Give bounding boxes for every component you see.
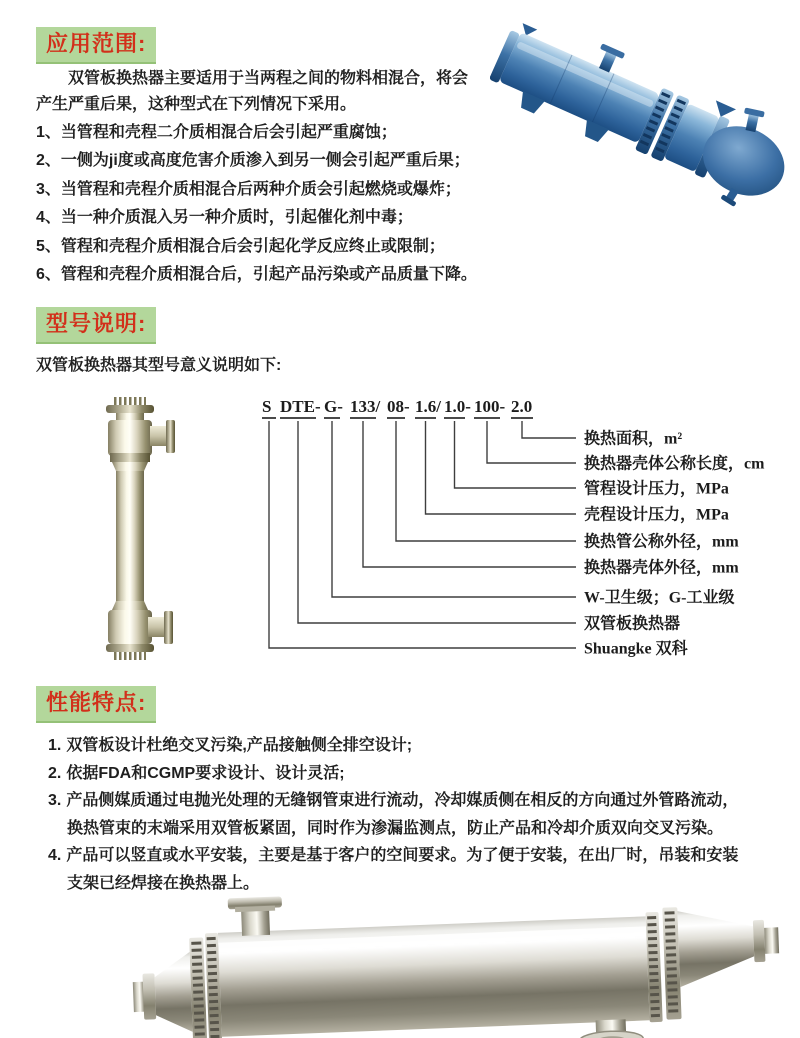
code-segment: DTE-	[280, 397, 321, 416]
feature-item	[48, 842, 738, 870]
code-label: 换热面积，m²	[584, 430, 683, 448]
clamp-band	[110, 453, 150, 462]
code-label: 管程设计压力，MPa	[584, 480, 729, 498]
feature-item	[48, 760, 738, 788]
code-segment: 2.0	[511, 397, 533, 416]
right-end-flange	[753, 920, 766, 962]
feature-number: 1.	[48, 737, 62, 754]
features-list	[48, 732, 738, 898]
left-end-flange	[142, 973, 156, 1019]
application-item: 1、当管程和壳程二介质相混合后会引起严重腐蚀；	[36, 124, 397, 141]
application-item: 3、当管程和壳程介质相混合后两种介质会引起燃烧或爆炸；	[36, 180, 461, 198]
model-code-diagram	[250, 388, 800, 668]
right-cone	[677, 908, 755, 987]
feature-item	[48, 787, 738, 815]
feature-number: 2.	[48, 764, 62, 782]
bottom-head	[108, 610, 152, 644]
code-label: 换热管公称外径，mm	[584, 533, 739, 551]
feature-item	[48, 732, 738, 760]
top-side-nozzle	[150, 426, 168, 446]
application-item: 6、管程和壳程介质相混合后，引起产品污染或产品质量下降。	[36, 266, 477, 284]
application-item: 2、一侧为ji度或高度危害介质渗入到另一侧会引起严重后果；	[36, 152, 470, 170]
application-list	[36, 119, 477, 289]
bottom-ferrule	[106, 644, 154, 652]
feature-number: 3.	[48, 792, 62, 810]
feature-item-continuation: 支架已经焊接在换热器上。	[67, 874, 260, 892]
application-item: 4、当一种介质混入另一种介质时，引起催化剂中毒；	[36, 209, 413, 227]
model-section-title: 型号说明:	[36, 307, 156, 344]
features-section-title: 性能特点:	[36, 686, 156, 723]
code-label: 壳程设计压力，MPa	[584, 506, 729, 524]
horizontal-heat-exchanger-image	[98, 886, 800, 1038]
bottom-side-nozzle	[148, 617, 166, 637]
application-section-title: 应用范围:	[36, 27, 156, 64]
code-label: 双管板换热器	[584, 615, 681, 633]
feature-text: 双管板设计杜绝交叉污染,产品接触侧全排空设计;	[66, 737, 413, 754]
code-segment: S	[262, 397, 272, 416]
code-label: 换热器壳体外径，mm	[584, 559, 739, 577]
application-intro-line-2: 产生严重后果，这种型式在下列情况下采用。	[36, 95, 357, 113]
feature-text: 依据FDA和CGMP要求设计、设计灵活;	[66, 764, 345, 782]
feature-number: 4.	[48, 847, 62, 865]
application-item: 5、管程和壳程介质相混合后会引起化学反应终止或限制；	[36, 237, 445, 255]
left-cone	[154, 952, 193, 1033]
feature-text: 产品侧媒质通过电抛光处理的无缝钢管束进行流动，冷却媒质侧在相反的方向通过外管路流动，	[66, 792, 739, 810]
blue-heat-exchanger-image	[490, 14, 800, 262]
top-ferrule	[106, 405, 154, 413]
application-intro	[36, 66, 468, 117]
code-label: Shuangke 双科	[584, 640, 688, 658]
code-segment: 133/	[350, 397, 381, 416]
feature-text: 产品可以竖直或水平安装，主要是基于客户的空间要求。为了便于安装，在出厂时，吊装和安装	[66, 847, 739, 865]
code-segment: 1.6/	[415, 397, 441, 416]
application-intro-line-1: 双管板换热器主要适用于当两程之间的物料相混合，将会	[68, 70, 469, 87]
shell-body	[116, 471, 144, 601]
code-segment: 1.0-	[444, 397, 471, 416]
code-segment: G-	[324, 397, 343, 416]
code-label: W-卫生级；G-工业级	[584, 589, 735, 607]
vertical-heat-exchanger-image	[78, 393, 248, 665]
code-segment: 100-	[474, 397, 506, 416]
feature-item-continuation: 换热管束的末端采用双管板紧固，同时作为渗漏监测点，防止产品和冷却介质双向交叉污染。	[67, 819, 724, 837]
top-head	[108, 420, 152, 456]
code-label: 换热器壳体公称长度，cm	[584, 455, 765, 473]
right-flange-bolts	[652, 916, 656, 1018]
model-intro: 双管板换热器其型号意义说明如下:	[36, 357, 282, 374]
code-segment: 08-	[387, 397, 410, 416]
